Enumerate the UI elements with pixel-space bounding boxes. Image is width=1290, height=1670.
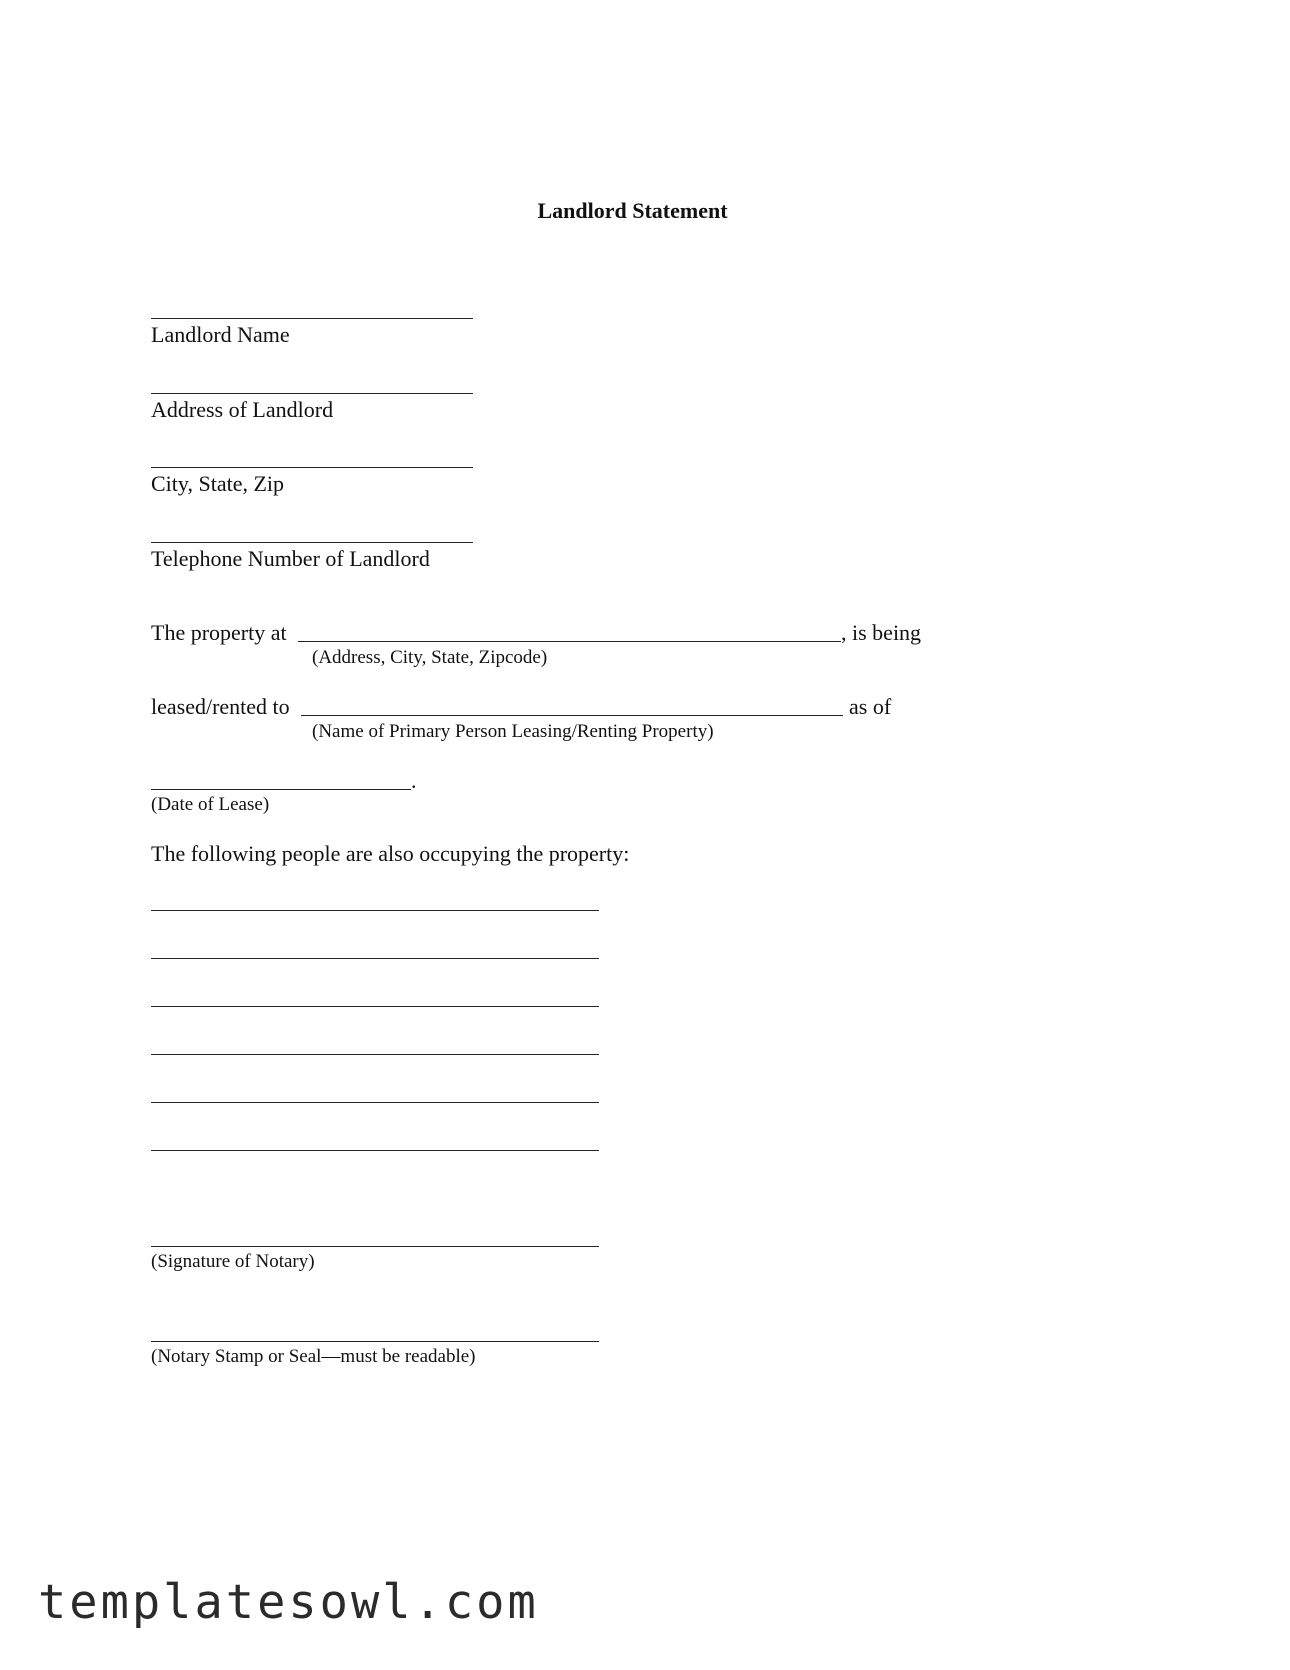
occupant-line[interactable]: [151, 958, 599, 959]
leased-suffix: as of: [849, 694, 892, 719]
occupant-line[interactable]: [151, 1150, 599, 1151]
document-title: Landlord Statement: [537, 198, 728, 223]
tenant-name-line[interactable]: [301, 715, 843, 716]
lease-date-hint: (Date of Lease): [151, 794, 270, 815]
city-state-zip-line[interactable]: [151, 467, 473, 468]
landlord-name-line[interactable]: [151, 318, 473, 319]
lease-date-period: .: [411, 768, 417, 793]
property-suffix: , is being: [841, 620, 922, 645]
occupants-heading: The following people are also occupying the property:: [151, 841, 630, 866]
notary-signature-label: (Signature of Notary): [151, 1251, 315, 1272]
landlord-name-label: Landlord Name: [151, 322, 290, 347]
lease-date-line[interactable]: [151, 789, 411, 790]
city-state-zip-label: City, State, Zip: [151, 471, 285, 496]
occupant-line[interactable]: [151, 1054, 599, 1055]
telephone-line[interactable]: [151, 542, 473, 543]
property-prefix: The property at: [151, 620, 287, 645]
property-address-line[interactable]: [298, 641, 841, 642]
landlord-address-label: Address of Landlord: [151, 397, 334, 422]
notary-signature-line[interactable]: [151, 1246, 599, 1247]
leased-prefix: leased/rented to: [151, 694, 290, 719]
landlord-address-line[interactable]: [151, 393, 473, 394]
telephone-label: Telephone Number of Landlord: [151, 546, 430, 571]
occupant-line[interactable]: [151, 1006, 599, 1007]
property-address-hint: (Address, City, State, Zipcode): [312, 647, 548, 668]
occupant-line[interactable]: [151, 1102, 599, 1103]
tenant-name-hint: (Name of Primary Person Leasing/Renting Property): [312, 721, 714, 742]
occupant-line[interactable]: [151, 910, 599, 911]
notary-stamp-label: (Notary Stamp or Seal—must be readable): [151, 1346, 476, 1367]
notary-stamp-line[interactable]: [151, 1341, 599, 1342]
watermark: templatesowl.com: [38, 1575, 539, 1630]
